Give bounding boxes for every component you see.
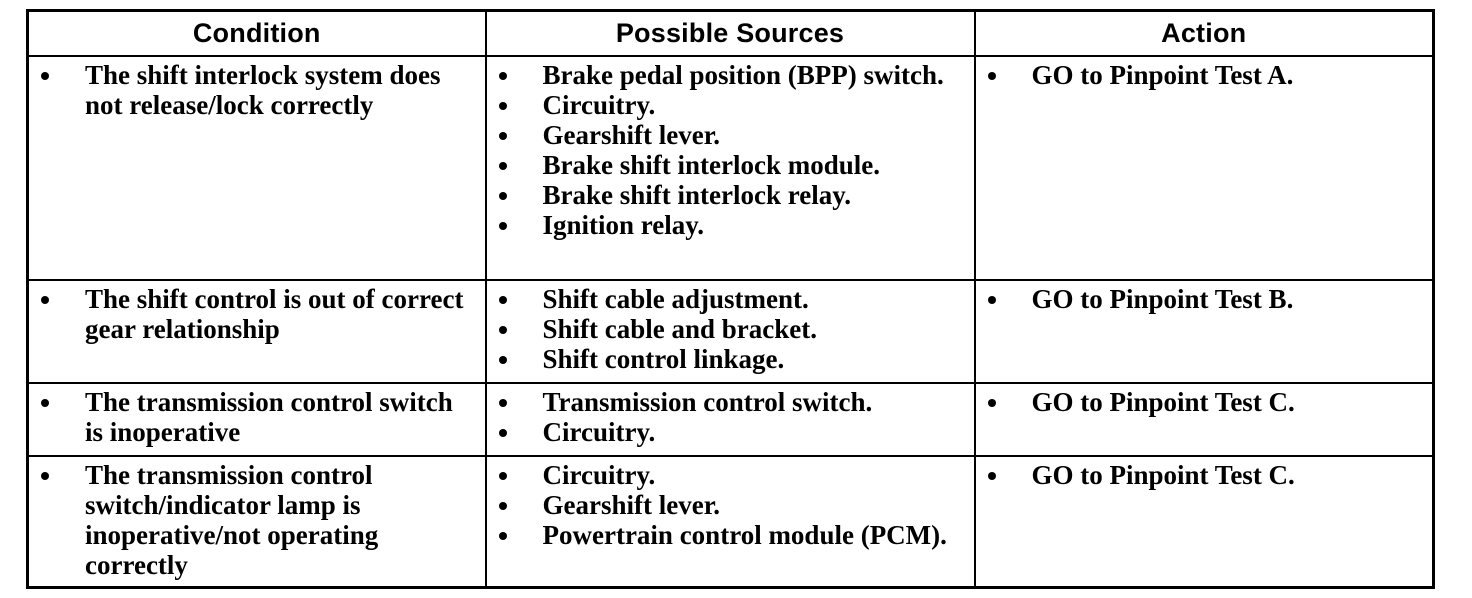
- bullet-icon: [499, 222, 507, 230]
- bullet-list: [487, 460, 974, 550]
- table-body: [28, 56, 1434, 588]
- list-item: [487, 90, 974, 120]
- bullet-icon: [988, 472, 996, 480]
- list-item: [29, 284, 485, 344]
- bullet-list: [976, 284, 1433, 314]
- bullet-icon: [499, 429, 507, 437]
- table-row: [28, 56, 1434, 280]
- bullet-icon: [988, 72, 996, 80]
- condition-cell: [28, 383, 486, 456]
- bullet-icon: [41, 472, 49, 480]
- list-item: [487, 284, 974, 314]
- list-item-text: Brake shift interlock relay.: [542, 180, 851, 210]
- list-item-text: Brake pedal position (BPP) switch.: [542, 60, 944, 90]
- list-item-text: The transmission control switch is inoperative: [85, 387, 453, 447]
- bullet-list: [976, 460, 1433, 490]
- bullet-list: [487, 387, 974, 447]
- bullet-icon: [988, 399, 996, 407]
- list-item: [29, 387, 485, 447]
- bullet-icon: [988, 296, 996, 304]
- table-row: [28, 456, 1434, 588]
- table-row: [28, 280, 1434, 383]
- condition-cell: [28, 456, 486, 588]
- bullet-icon: [499, 132, 507, 140]
- list-item-text: Transmission control switch.: [542, 387, 873, 417]
- list-item-text: Ignition relay.: [542, 210, 705, 240]
- list-item-text: Powertrain control module (PCM).: [542, 520, 947, 550]
- list-item: [487, 180, 974, 210]
- list-item: [487, 210, 974, 240]
- bullet-icon: [499, 356, 507, 364]
- bullet-list: [976, 60, 1433, 90]
- list-item-text: Circuitry.: [542, 90, 656, 120]
- bullet-list: [29, 387, 485, 447]
- bullet-list: [29, 60, 485, 120]
- possible-sources-cell: [486, 456, 975, 588]
- action-cell: [975, 456, 1434, 588]
- bullet-icon: [41, 399, 49, 407]
- bullet-icon: [499, 532, 507, 540]
- list-item: [487, 490, 974, 520]
- bullet-icon: [499, 472, 507, 480]
- header-row: [28, 11, 1434, 57]
- bullet-icon: [41, 72, 49, 80]
- possible-sources-cell: [486, 280, 975, 383]
- table-row: [28, 383, 1434, 456]
- bullet-icon: [499, 192, 507, 200]
- condition-cell: [28, 280, 486, 383]
- list-item-text: Shift control linkage.: [542, 344, 785, 374]
- list-item: [487, 120, 974, 150]
- list-item: [29, 460, 485, 580]
- bullet-list: [487, 60, 974, 240]
- condition-cell: [28, 56, 486, 280]
- action-cell: [975, 280, 1434, 383]
- list-item-text: GO to Pinpoint Test C.: [1031, 460, 1295, 490]
- list-item-text: Circuitry.: [542, 460, 656, 490]
- possible-sources-cell: [486, 56, 975, 280]
- list-item-text: GO to Pinpoint Test A.: [1031, 60, 1294, 90]
- header-condition: Condition: [28, 11, 486, 57]
- bullet-icon: [41, 296, 49, 304]
- list-item: [487, 60, 974, 90]
- list-item-text: GO to Pinpoint Test B.: [1031, 284, 1294, 314]
- list-item: [487, 344, 974, 374]
- action-cell: [975, 56, 1434, 280]
- bullet-icon: [499, 162, 507, 170]
- action-cell: [975, 383, 1434, 456]
- list-item-text: Shift cable and bracket.: [542, 314, 818, 344]
- list-item: [487, 460, 974, 490]
- list-item: [487, 520, 974, 550]
- list-item: [976, 284, 1433, 314]
- bullet-list: [29, 460, 485, 580]
- bullet-icon: [499, 326, 507, 334]
- list-item: [29, 60, 485, 120]
- list-item-text: Circuitry.: [542, 417, 656, 447]
- list-item: [976, 460, 1433, 490]
- header-action: Action: [975, 11, 1434, 57]
- bullet-list: [487, 284, 974, 374]
- bullet-icon: [499, 102, 507, 110]
- list-item: [487, 387, 974, 417]
- list-item-text: Gearshift lever.: [542, 120, 720, 150]
- list-item-text: Gearshift lever.: [542, 490, 720, 520]
- list-item-text: The shift interlock system does not release/lock correctly: [85, 60, 441, 120]
- bullet-icon: [499, 296, 507, 304]
- list-item: [487, 150, 974, 180]
- list-item-text: The transmission control switch/indicator lamp is inoperative/not operating correctly: [85, 460, 379, 580]
- list-item: [976, 387, 1433, 417]
- possible-sources-cell: [486, 383, 975, 456]
- list-item-text: Shift cable adjustment.: [542, 284, 809, 314]
- diagnosis-table: [26, 9, 1435, 589]
- list-item-text: GO to Pinpoint Test C.: [1031, 387, 1295, 417]
- bullet-list: [29, 284, 485, 344]
- list-item: [976, 60, 1433, 90]
- list-item: [487, 314, 974, 344]
- list-item: [487, 417, 974, 447]
- bullet-list: [976, 387, 1433, 417]
- bullet-icon: [499, 502, 507, 510]
- bullet-icon: [499, 72, 507, 80]
- header-possible-sources: Possible Sources: [486, 11, 975, 57]
- bullet-icon: [499, 399, 507, 407]
- list-item-text: Brake shift interlock module.: [542, 150, 880, 180]
- list-item-text: The shift control is out of correct gear relationship: [85, 284, 464, 344]
